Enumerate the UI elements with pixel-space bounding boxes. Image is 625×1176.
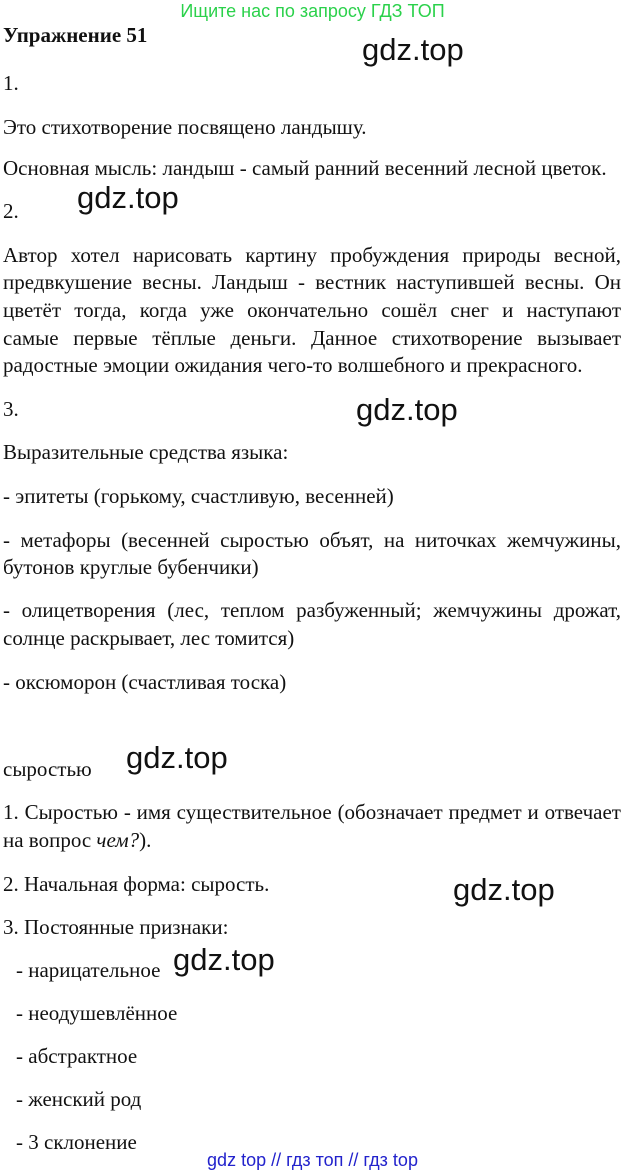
watermark: gdz.top [173, 942, 275, 977]
watermark: gdz.top [77, 180, 179, 215]
list-item-continuation: бутонов круглые бубенчики) [3, 555, 259, 579]
feature-item: - абстрактное [16, 1044, 138, 1068]
feature-item: - неодушевлённое [16, 1001, 178, 1025]
paragraph-line: предвкушение весны. Ландыш - вестник наступившей весны. Он [3, 270, 621, 294]
footer-links[interactable]: gdz top // гдз топ // гдз top [207, 1150, 418, 1170]
watermark: gdz.top [453, 872, 555, 907]
paragraph: Выразительные средства языка: [3, 440, 289, 464]
paragraph-line: самые первые тёплые деньги. Данное стихотворение вызывает [3, 326, 621, 350]
analysis-line: 1. Сыростью - имя существительное (обозначает предмет и отвечает [3, 800, 621, 824]
paragraph: Это стихотворение посвящено ландышу. [3, 115, 367, 139]
list-item: - эпитеты (горькому, счастливую, весенней) [3, 484, 394, 508]
paragraph-line: Автор хотел нарисовать картину пробуждения природы весной, [3, 243, 621, 267]
section-number: 3. [3, 397, 19, 421]
watermark: gdz.top [126, 740, 228, 775]
search-banner[interactable]: Ищите нас по запросу ГДЗ ТОП [180, 1, 445, 21]
analysis-line: 3. Постоянные признаки: [3, 915, 229, 939]
feature-item: - нарицательное [16, 958, 161, 982]
feature-item: - 3 склонение [16, 1130, 137, 1154]
exercise-title: Упражнение 51 [3, 23, 148, 47]
paragraph-line: цветёт тогда, когда уже окончательно сошёл снег и наступают [3, 298, 621, 322]
section-number: 1. [3, 71, 19, 95]
question-word: чем? [96, 828, 140, 852]
section-number: 2. [3, 199, 19, 223]
analysis-line [3, 828, 151, 852]
watermark: gdz.top [356, 392, 458, 427]
list-item: - метафоры (весенней сыростью объят, на ниточках жемчужины, [3, 528, 621, 552]
list-item: - олицетворения (лес, теплом разбуженный; жемчужины дрожат, [3, 598, 621, 622]
feature-item: - женский род [16, 1087, 142, 1111]
watermark: gdz.top [362, 32, 464, 67]
analysis-text: на вопрос [3, 828, 97, 852]
paragraph: Основная мысль: ландыш - самый ранний весенний лесной цветок. [3, 156, 607, 180]
list-item: - оксюморон (счастливая тоска) [3, 670, 287, 694]
analysis-text: ). [139, 828, 152, 852]
list-item-continuation: солнце раскрывает, лес томится) [3, 626, 295, 650]
analysis-line: 2. Начальная форма: сырость. [3, 872, 270, 896]
analyzed-word: сыростью [3, 757, 92, 781]
paragraph-line: радостные эмоции ожидания чего-то волшебного и прекрасного. [3, 353, 583, 377]
